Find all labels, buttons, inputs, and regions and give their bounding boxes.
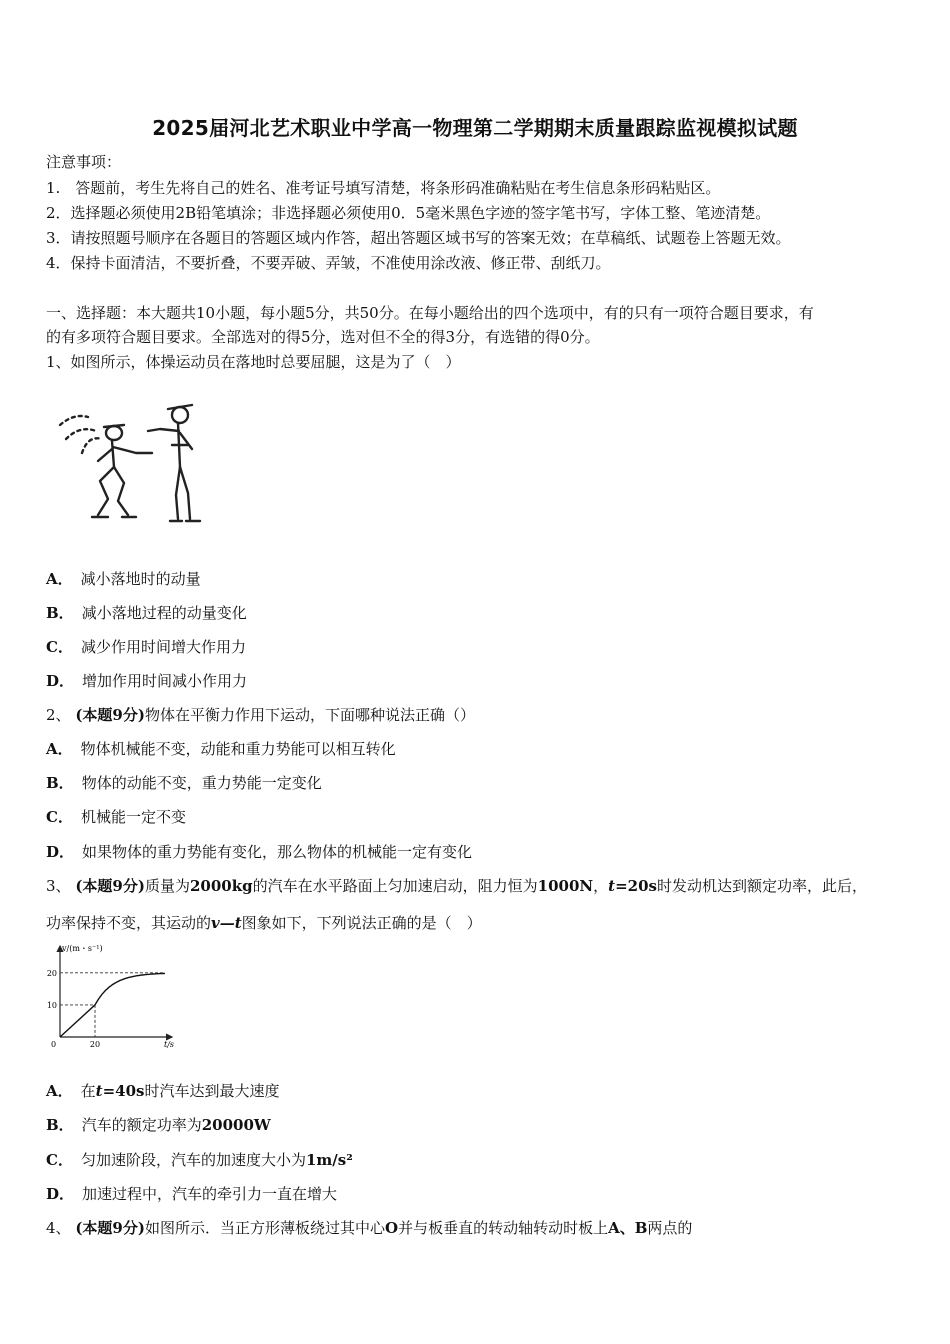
notice-item: 1. 答题前，考生先将自己的姓名、准考证号填写清楚，将条形码准确粘贴在考生信息条形码粘贴区。 bbox=[46, 179, 721, 197]
gymnast-figure bbox=[52, 395, 212, 530]
vt-chart bbox=[40, 940, 190, 1055]
q4-stem: 4、 (本题9分)如图所示．当正方形薄板绕过其中心O并与板垂直的转动轴转动时板上A、B两点的 bbox=[46, 1219, 693, 1237]
q1-option-a[interactable]: A． 减小落地时的动量 bbox=[46, 570, 201, 588]
x-axis-label: t/s bbox=[164, 1040, 175, 1049]
y-tick-label: 10 bbox=[46, 1000, 57, 1010]
q1-option-c[interactable]: C． 减少作用时间增大作用力 bbox=[46, 638, 246, 656]
q2-option-d[interactable]: D． 如果物体的重力势能有变化，那么物体的机械能一定有变化 bbox=[46, 843, 473, 861]
q1-option-b[interactable]: B． 减小落地过程的动量变化 bbox=[46, 604, 247, 622]
q3-stem-line1: 3、 (本题9分)质量为2000kg的汽车在水平路面上匀加速启动，阻力恒为1000N，t=20s时发动机达到额定功率，此后， bbox=[46, 877, 867, 895]
y-tick-label: 20 bbox=[46, 968, 57, 978]
y-axis-label: v/(m・s⁻¹) bbox=[62, 944, 103, 953]
notice-heading: 注意事项： bbox=[46, 153, 122, 171]
notice-item: 2．选择题必须使用2B铅笔填涂；非选择题必须使用0．5毫米黑色字迹的签字笔书写，字体工整、笔迹清楚。 bbox=[46, 204, 771, 222]
notice-item: 4．保持卡面清洁，不要折叠，不要弄破、弄皱，不准使用涂改液、修正带、刮纸刀。 bbox=[46, 254, 611, 272]
q3-option-b[interactable]: B． 汽车的额定功率为20000W bbox=[46, 1116, 271, 1134]
x-tick-label: 20 bbox=[89, 1040, 101, 1049]
page-title: 2025届河北艺术职业中学高一物理第二学期期末质量跟踪监视模拟试题 bbox=[152, 116, 798, 140]
q2-option-b[interactable]: B． 物体的动能不变，重力势能一定变化 bbox=[46, 774, 322, 792]
q3-option-a[interactable]: A． 在t=40s时汽车达到最大速度 bbox=[46, 1082, 280, 1100]
q2-option-c[interactable]: C． 机械能一定不变 bbox=[46, 808, 186, 826]
q1-stem: 1、如图所示，体操运动员在落地时总要屈腿，这是为了（ ） bbox=[46, 353, 461, 371]
notice-item: 3．请按照题号顺序在各题目的答题区域内作答，超出答题区域书写的答案无效；在草稿纸、试题卷上答题无效。 bbox=[46, 229, 791, 247]
q3-option-d[interactable]: D． 加速过程中，汽车的牵引力一直在增大 bbox=[46, 1185, 338, 1203]
q3-option-c[interactable]: C． 匀加速阶段，汽车的加速度大小为1m/s² bbox=[46, 1151, 353, 1169]
q2-stem: 2、 (本题9分)物体在平衡力作用下运动，下面哪种说法正确（） bbox=[46, 706, 475, 724]
q3-stem-line2: 功率保持不变，其运动的v—t图象如下，下列说法正确的是（ ） bbox=[46, 914, 482, 932]
origin-label: 0 bbox=[51, 1040, 57, 1049]
section-intro-line2: 的有多项符合题目要求。全部选对的得5分，选对但不全的得3分，有选错的得0分。 bbox=[46, 328, 600, 346]
q2-option-a[interactable]: A． 物体机械能不变，动能和重力势能可以相互转化 bbox=[46, 740, 396, 758]
section-intro-line1: 一、选择题：本大题共10小题，每小题5分，共50分。在每小题给出的四个选项中，有的只有一项符合题目要求，有 bbox=[46, 304, 814, 322]
q1-option-d[interactable]: D． 增加作用时间减小作用力 bbox=[46, 672, 248, 690]
